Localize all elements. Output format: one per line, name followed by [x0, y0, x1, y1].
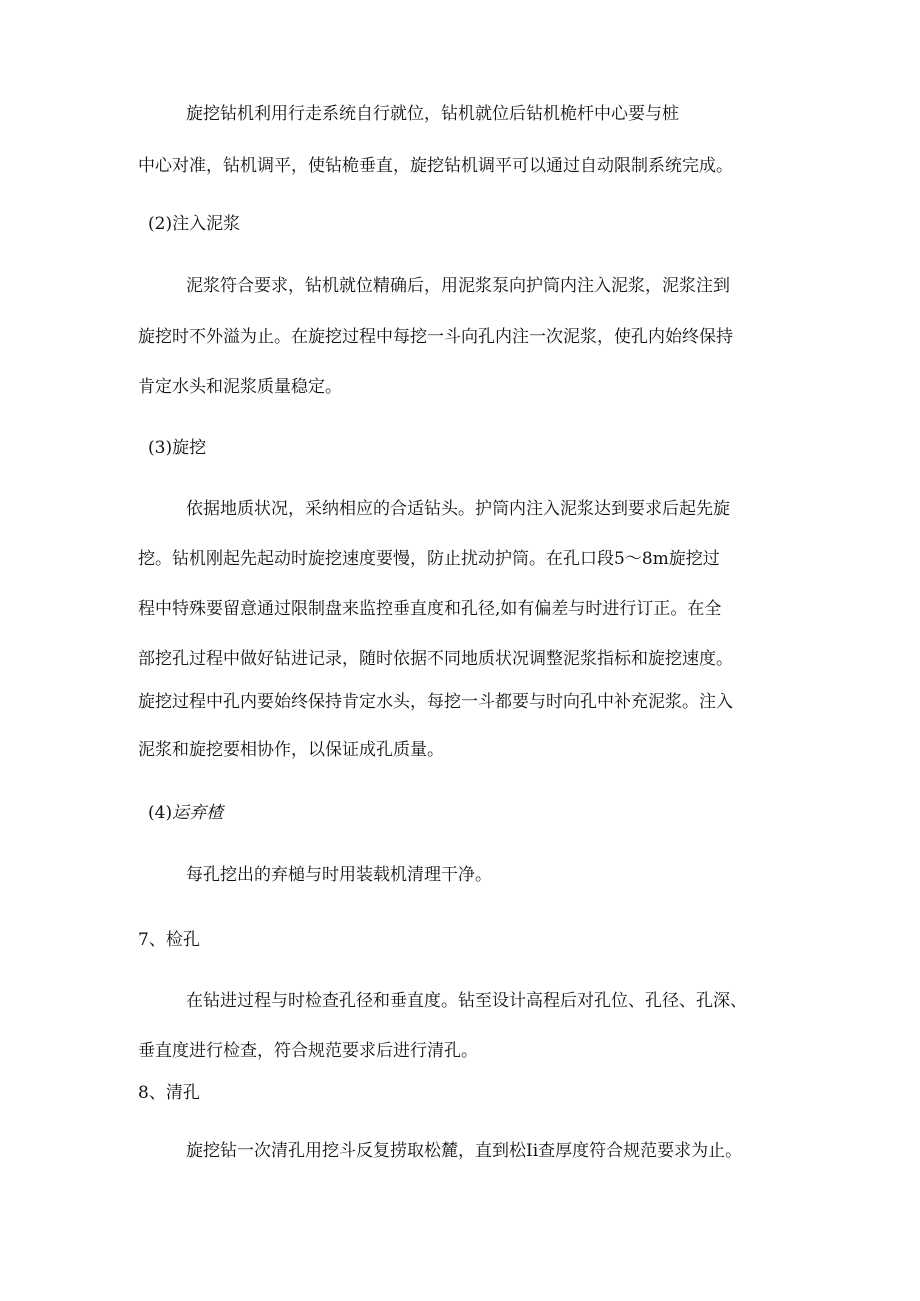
section-heading-hole-cleaning: 8、清孔 — [138, 1083, 200, 1103]
section-heading-slurry: (2)注入泥浆 — [148, 214, 241, 234]
paragraph-line: 泥浆和旋挖要相协作，以保证成孔质量。 — [138, 740, 444, 760]
section-heading-spoil-removal — [148, 802, 223, 824]
paragraph-line: 肯定水头和泥浆质量稳定。 — [138, 377, 342, 397]
section-heading-hole-inspection: 7、检孔 — [138, 930, 200, 950]
paragraph-line: 旋挖钻一次清孔用挖斗反复捞取松麓，直到松Ii查厚度符合规范要求为止。 — [186, 1141, 743, 1161]
paragraph-line: 垂直度进行检查，符合规范要求后进行清孔。 — [138, 1041, 478, 1061]
paragraph-line: 旋挖钻机利用行走系统自行就位，钻机就位后钻机桅杆中心要与桩 — [186, 104, 679, 124]
paragraph-line: 泥浆符合要求，钻机就位精确后，用泥浆泵向护筒内注入泥浆，泥浆注到 — [186, 276, 730, 296]
paragraph-line: 在钻进过程与时检查孔径和垂直度。钻至设计高程后对孔位、孔径、孔深、 — [186, 991, 747, 1011]
paragraph-line: 中心对准，钻机调平，使钻桅垂直，旋挖钻机调平可以通过自动限制系统完成。 — [138, 156, 733, 176]
section-title: 运弃楂 — [172, 803, 224, 823]
paragraph-line: 每孔挖出的弃槌与时用装载机清理干净。 — [186, 865, 492, 885]
section-number: (4) — [148, 803, 173, 823]
paragraph-line: 依据地质状况，采纳相应的合适钻头。护筒内注入泥浆达到要求后起先旋 — [186, 499, 730, 519]
paragraph-line: 挖。钻机刚起先起动时旋挖速度要慢，防止扰动护筒。在孔口段5～8m旋挖过 — [138, 549, 720, 569]
paragraph-line: 部挖孔过程中做好钻进记录，随时依据不同地质状况调整泥浆指标和旋挖速度。 — [138, 649, 733, 669]
section-heading-rotary-drilling: (3)旋挖 — [148, 438, 207, 458]
paragraph-line: 旋挖时不外溢为止。在旋挖过程中每挖一斗向孔内注一次泥浆，使孔内始终保持 — [138, 327, 733, 347]
paragraph-line: 程中特殊要留意通过限制盘来监控垂直度和孔径,如有偏差与时进行订正。在全 — [138, 599, 722, 619]
paragraph-line: 旋挖过程中孔内要始终保持肯定水头，每挖一斗都要与时向孔中补充泥浆。注入 — [138, 692, 733, 712]
